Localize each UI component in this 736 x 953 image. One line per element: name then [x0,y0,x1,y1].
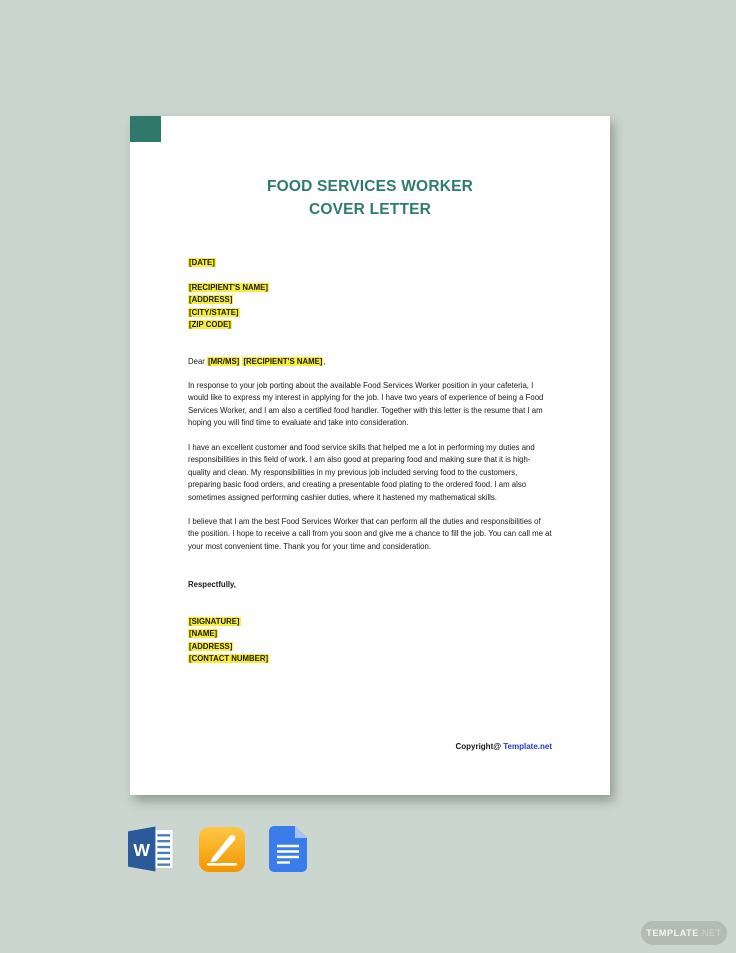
body-paragraph-3: I believe that I am the best Food Services Worker that can perform all the duties and responsibilities of the position. I hope to receive a call from you soon and give me a chance to fill the job. You can call me at your most convenient time. Thank you for your time and consideration. [188,517,552,551]
recipient-zip-placeholder: [ZIP CODE] [189,320,231,330]
recipient-city-state-placeholder: [CITY/STATE] [189,307,239,317]
salutation-suffix: , [323,357,326,366]
recipient-name-placeholder: [RECIPIENT'S NAME] [189,283,268,292]
apple-pages-icon[interactable] [199,827,245,872]
body-paragraph-1: In response to your job porting about the available Food Services Worker position in your cafeteria, I would like to express my interest in applying for the job. I have two years of experience of being a Food Services Worker, and I am also a certified food handler. Together with this letter is the resume that I am hoping you will find time to evaluate and take into consideration. [188,381,544,428]
document-title-line2: COVER LETTER [308,201,432,218]
salutation-title-placeholder: [MR/MS] [208,357,240,366]
body-paragraph-2: I have an excellent customer and food service skills that helped me a lot in performing my duties and responsibilities in this field of work. I am also good at preparing food and making sure that it is high-quality and clean. My responsibilities in my previous job included serving food to the customers, preparing basic food orders, and creating a presentable food plating to the ordered food. I am also sometimes assigned performing cashier duties, where it hastened my mathematical skills. [188,443,535,502]
microsoft-word-icon[interactable] [128,826,175,872]
template-net-watermark [641,921,727,945]
svg-text:W: W [133,839,151,860]
signature-block [188,616,552,666]
sender-contact-placeholder: [CONTACT NUMBER] [189,654,269,664]
sender-name-placeholder: [NAME] [189,629,218,639]
document-title-line1: FOOD SERVICES WORKER [266,178,474,195]
closing-line: Respectfully, [188,580,236,589]
letter-document [130,116,610,795]
template-net-link[interactable]: Template.net [503,742,552,751]
copyright-prefix: Copyright@ [455,742,504,751]
sender-address-placeholder: [ADDRESS] [189,641,233,651]
salutation-line [188,356,552,368]
signature-placeholder: [SIGNATURE] [189,617,240,626]
format-icons-row [128,826,307,872]
salutation-name-placeholder: [RECIPIENT'S NAME] [243,357,323,366]
watermark-primary: TEMPLATE [646,928,699,938]
date-placeholder: [DATE] [189,258,215,267]
copyright-line [188,742,552,751]
date-block [188,257,552,269]
recipient-address-placeholder: [ADDRESS] [189,295,233,305]
recipient-block [188,282,552,332]
google-docs-icon[interactable] [269,826,307,872]
accent-bar [130,116,161,142]
watermark-secondary: .NET [698,928,722,938]
document-title [130,175,610,221]
salutation-prefix: Dear [188,357,208,366]
